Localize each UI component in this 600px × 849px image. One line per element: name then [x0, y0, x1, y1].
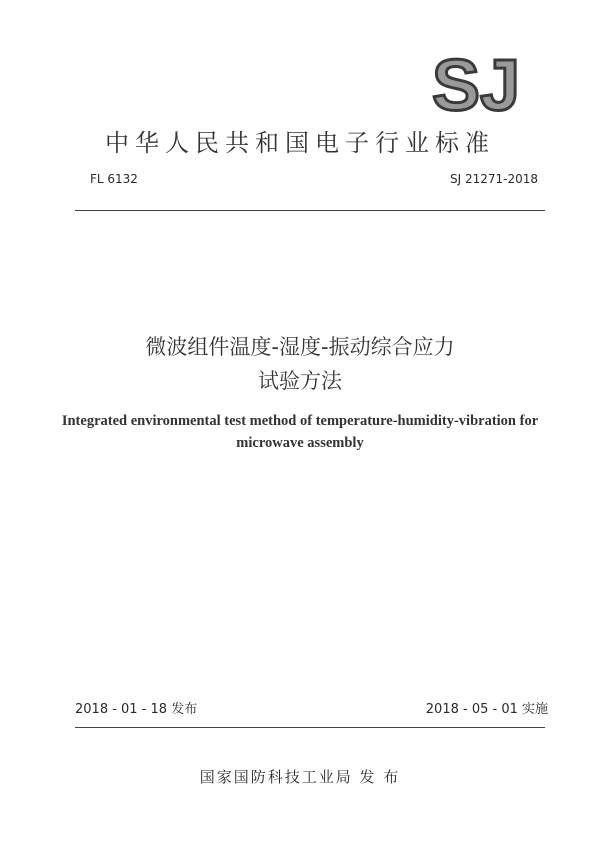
- title-zh-line1: 微波组件温度-湿度-振动综合应力: [145, 335, 455, 359]
- sj-logo: [428, 52, 524, 118]
- publisher: 国家国防科技工业局 发 布: [199, 768, 401, 786]
- bottom-divider: [75, 727, 545, 728]
- implementation-date: 2018 - 05 - 01 实施: [425, 702, 548, 717]
- title-zh-line2: 试验方法: [258, 369, 342, 393]
- title-en-line2: microwave assembly: [236, 435, 364, 451]
- issue-date: 2018 - 01 - 18 发布: [75, 702, 198, 717]
- title-en-line1: Integrated environmental test method of temperature-humidity-vibration for: [61, 413, 539, 429]
- svg-text:SJ: SJ: [431, 52, 521, 118]
- classification-code: FL 6132: [90, 172, 138, 186]
- top-divider: [75, 210, 545, 211]
- standard-number: SJ 21271-2018: [449, 172, 538, 186]
- organization-title: 中华人民共和国电子行业标准: [105, 129, 495, 157]
